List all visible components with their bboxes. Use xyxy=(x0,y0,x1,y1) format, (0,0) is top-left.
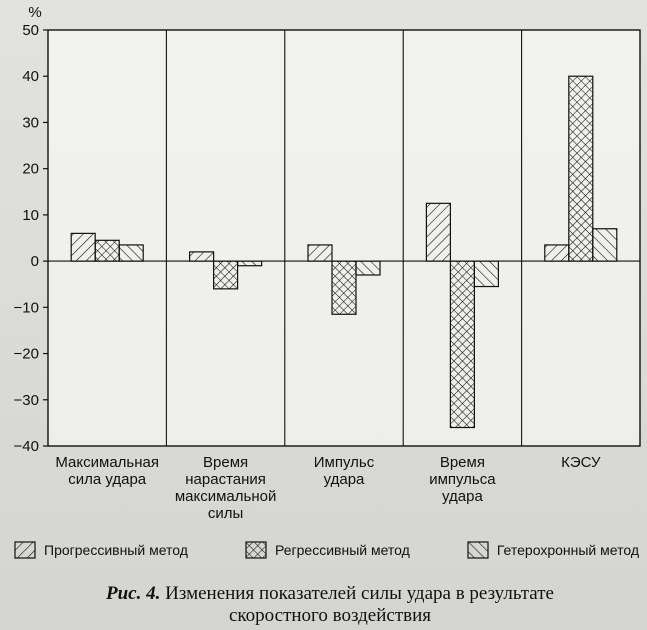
caption-line-1: Изменения показателей силы удара в результате xyxy=(165,583,554,604)
category-label: сила удара xyxy=(68,471,147,488)
legend-swatch-regressive xyxy=(245,541,267,559)
y-tick-label: −40 xyxy=(13,438,39,455)
bar-diag-back xyxy=(238,261,262,266)
bar-crosshatch xyxy=(214,261,238,289)
y-tick-label: 50 xyxy=(22,22,39,39)
y-tick-label: 0 xyxy=(30,253,39,271)
legend-item-progressive xyxy=(14,541,188,559)
bar-diag-forward xyxy=(190,252,214,261)
category-label: силы xyxy=(207,505,244,522)
legend xyxy=(14,538,639,562)
legend-label-progressive: Прогрессивный метод xyxy=(44,542,188,558)
y-tick-label: 20 xyxy=(22,160,39,178)
figure-label: Рис. 4. xyxy=(106,583,161,604)
legend-item-heterochronous xyxy=(467,541,639,559)
y-tick-label: 10 xyxy=(22,206,39,224)
bar-diag-forward xyxy=(545,245,569,261)
bar-crosshatch xyxy=(332,261,356,314)
bar-diag-forward xyxy=(426,203,450,261)
y-tick-label: −10 xyxy=(13,299,39,317)
bar-diag-back xyxy=(119,245,143,261)
y-tick-label: −20 xyxy=(13,345,39,363)
bar-crosshatch xyxy=(95,240,119,261)
bar-crosshatch xyxy=(450,261,474,427)
bar-diag-forward xyxy=(71,233,95,261)
legend-label-heterochronous: Гетерохронный метод xyxy=(496,542,639,558)
legend-label-regressive: Регрессивный метод xyxy=(275,542,410,558)
bar-diag-back xyxy=(356,261,380,275)
category-label: Максимальная xyxy=(55,454,159,471)
category-label: Импульс xyxy=(313,454,375,471)
category-label: импульса xyxy=(429,471,496,488)
category-label: Время xyxy=(439,454,485,471)
bar-diag-forward xyxy=(308,245,332,261)
bar-crosshatch xyxy=(569,76,593,261)
category-label: максимальной xyxy=(174,488,277,505)
legend-swatch-heterochronous xyxy=(467,541,489,559)
category-label: КЭСУ xyxy=(561,454,601,471)
y-tick-label: 40 xyxy=(22,68,39,86)
bar-diag-back xyxy=(474,261,498,286)
category-label: Время xyxy=(203,454,249,471)
figure-caption xyxy=(60,583,600,627)
category-label: удара xyxy=(442,488,483,505)
plot-frame xyxy=(48,30,640,446)
category-label: удара xyxy=(323,471,365,488)
y-axis-label: % xyxy=(28,4,42,21)
caption-line-2: скоростного воздействия xyxy=(228,605,432,626)
legend-swatch-progressive xyxy=(14,541,36,559)
y-tick-label: −30 xyxy=(13,391,39,409)
legend-item-regressive xyxy=(245,541,410,559)
y-tick-label: 30 xyxy=(22,114,39,132)
bar-diag-back xyxy=(593,229,617,261)
category-label: нарастания xyxy=(185,471,266,488)
